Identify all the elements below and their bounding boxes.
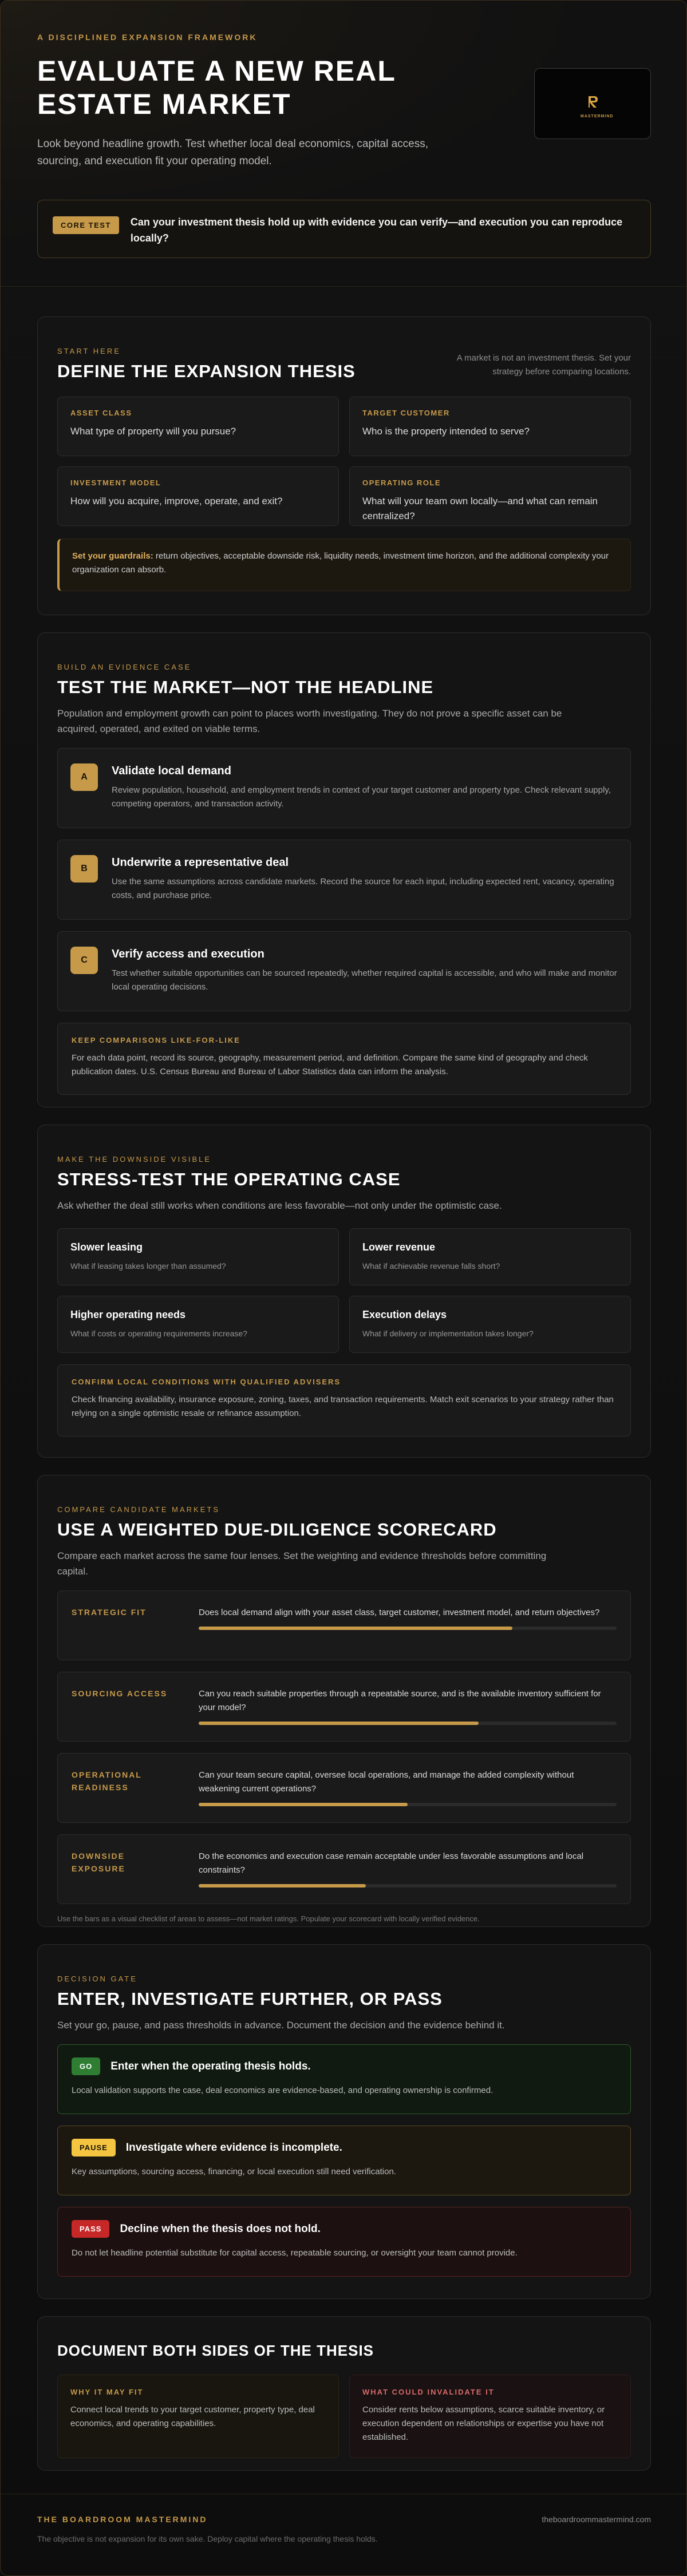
decision-eyebrow: DECISION GATE <box>57 1974 137 1983</box>
evidence-eyebrow: BUILD AN EVIDENCE CASE <box>57 663 192 671</box>
stress-card-title: Slower leasing <box>70 1241 143 1253</box>
comparison-note-text: For each data point, record its source, geography, measurement period, and definition. Compare the same kind of geography and check publication dates. U.S. Census Bureau and Bureau of Labor Statistics data can inform the analysis. <box>72 1053 588 1077</box>
stress-card-grid <box>57 1228 631 1353</box>
stress-card-desc: What if leasing takes longer than assumed? <box>70 1261 226 1271</box>
step-description: Review population, household, and employment trends in context of your target customer and property type. Check relevant supply, competing operators, and transaction activity. <box>112 785 611 809</box>
scorecard-footnote: Use the bars as a visual checklist of areas to assess—not market ratings. Populate your scorecard with locally verified evidence. <box>57 1914 480 1923</box>
scorecard-bar <box>199 1722 617 1725</box>
evidence-section <box>37 632 651 1107</box>
stress-card-title: Execution delays <box>362 1309 447 1320</box>
advisers-note-text: Check financing availability, insurance exposure, zoning, taxes, and transaction requirements. Match exit scenarios to your strategy rather than relying on a single optimistic resale or refinance assumption. <box>72 1395 614 1418</box>
stress-card-desc: What if delivery or implementation takes longer? <box>362 1329 534 1338</box>
scorecard-bar <box>199 1627 617 1630</box>
scorecard-bar-fill <box>199 1803 408 1806</box>
scorecard-section <box>37 1475 651 1927</box>
invalidate-text: Consider rents below assumptions, scarce suitable inventory, or execution dependent on relationships or expertise you have not established. <box>362 2405 605 2442</box>
guardrails-callout <box>57 539 631 591</box>
footer-url-link[interactable]: theboardroommastermind.com <box>542 2515 651 2524</box>
decision-desc: Local validation supports the case, deal economics are evidence-based, and operating ownership is confirmed. <box>72 2086 493 2095</box>
both-sides-grid <box>57 2375 631 2458</box>
scorecard-bar <box>199 1884 617 1888</box>
step-badge: B <box>70 855 98 883</box>
stress-intro: Ask whether the deal still works when conditions are less favorable—not only under the optimistic case. <box>57 1200 502 1211</box>
scorecard-row-question: Can your team secure capital, oversee local operations, and manage the added complexity without weakening current operations? <box>199 1770 574 1794</box>
advisers-note <box>57 1364 631 1437</box>
logo-mark-icon <box>585 94 601 110</box>
pause-pill: PAUSE <box>72 2139 116 2156</box>
step-title: Validate local demand <box>112 765 231 777</box>
stress-card <box>57 1228 339 1285</box>
evidence-title: TEST THE MARKET—NOT THE HEADLINE <box>57 677 434 697</box>
thesis-card-label: TARGET CUSTOMER <box>362 409 450 417</box>
step-description: Use the same assumptions across candidate markets. Record the source for each input, including expected rent, vacancy, operating costs, and purchase price. <box>112 877 614 900</box>
evidence-step <box>57 931 631 1011</box>
stress-card <box>57 1296 339 1353</box>
decision-title-text: Enter when the operating thesis holds. <box>110 2060 311 2072</box>
scorecard-row-question: Does local demand align with your asset class, target customer, investment model, and return objectives? <box>199 1608 600 1617</box>
thesis-title: DEFINE THE EXPANSION THESIS <box>57 361 356 381</box>
decision-intro: Set your go, pause, and pass thresholds in advance. Document the decision and the evidence behind it. <box>57 2020 505 2031</box>
why-it-fits-label: WHY IT MAY FIT <box>70 2388 144 2396</box>
guardrails-text: return objectives, acceptable downside risk, liquidity needs, investment time horizon, and the additional complexity your organization can absorb. <box>72 551 609 575</box>
thesis-card-question: What will your team own locally—and what can remain centralized? <box>362 496 598 521</box>
both-sides-section <box>37 2316 651 2471</box>
hero-lede: Look beyond headline growth. Test whether local deal economics, capital access, sourcing, and execution fit your operating model. <box>37 138 428 167</box>
stress-title: STRESS-TEST THE OPERATING CASE <box>57 1169 401 1189</box>
stress-card-desc: What if achievable revenue falls short? <box>362 1261 500 1271</box>
pass-pill: PASS <box>72 2220 109 2238</box>
decision-section <box>37 1944 651 2299</box>
stress-card-title: Lower revenue <box>362 1241 436 1253</box>
scorecard-row-question: Can you reach suitable properties through a repeatable source, and is the available inventory sufficient for your model? <box>199 1689 601 1712</box>
guardrails-label: Set your guardrails: <box>72 551 153 561</box>
core-test-box <box>37 200 651 258</box>
thesis-card <box>349 466 631 526</box>
decision-title: ENTER, INVESTIGATE FURTHER, OR PASS <box>57 1989 443 2009</box>
stress-section <box>37 1125 651 1458</box>
decision-desc: Key assumptions, sourcing access, financing, or local execution still need verification. <box>72 2167 396 2177</box>
stress-card-desc: What if costs or operating requirements increase? <box>70 1329 247 1338</box>
core-test-tag: CORE TEST <box>53 216 119 234</box>
decision-title-text: Investigate where evidence is incomplete. <box>125 2141 342 2154</box>
scorecard-row <box>57 1753 631 1823</box>
scorecard-intro: Compare each market across the same four lenses. Set the weighting and evidence thresholds before committing capital. <box>57 1550 547 1577</box>
thesis-eyebrow: START HERE <box>57 347 121 355</box>
decision-pass <box>57 2207 631 2277</box>
go-pill: GO <box>72 2057 100 2075</box>
thesis-card-label: OPERATING ROLE <box>362 478 441 487</box>
thesis-card-question: What type of property will you pursue? <box>70 426 236 437</box>
thesis-card-label: ASSET CLASS <box>70 409 132 417</box>
thesis-card-grid <box>57 397 631 526</box>
scorecard-bar <box>199 1803 617 1806</box>
thesis-side-note: A market is not an investment thesis. Set your strategy before comparing locations. <box>456 353 631 377</box>
scorecard-eyebrow: COMPARE CANDIDATE MARKETS <box>57 1505 220 1514</box>
stress-card <box>349 1228 631 1285</box>
evidence-intro: Population and employment growth can point to places worth investigating. They do not prove a specific asset can be acquired, operated, and exited on viable terms. <box>57 708 562 734</box>
core-test-text: Can your investment thesis hold up with evidence you can verify—and execution you can reproduce locally? <box>130 216 623 244</box>
comparison-note <box>57 1023 631 1095</box>
thesis-section <box>37 316 651 615</box>
scorecard-row-label: DOWNSIDE EXPOSURE <box>72 1851 125 1873</box>
step-title: Verify access and execution <box>112 948 264 960</box>
scorecard-title: USE A WEIGHTED DUE-DILIGENCE SCORECARD <box>57 1520 497 1540</box>
invalidate-card <box>349 2375 631 2458</box>
scorecard-row-question: Do the economics and execution case remain acceptable under less favorable assumptions and local constraints? <box>199 1851 584 1875</box>
footer-tagline: The objective is not expansion for its own sake. Deploy capital where the operating thesis holds. <box>37 2534 378 2543</box>
scorecard-row-label: SOURCING ACCESS <box>72 1689 168 1698</box>
thesis-card <box>349 397 631 456</box>
stress-eyebrow: MAKE THE DOWNSIDE VISIBLE <box>57 1155 212 1164</box>
why-it-fits-text: Connect local trends to your target customer, property type, deal economics, and operating capabilities. <box>70 2405 315 2428</box>
scorecard-row <box>57 1672 631 1742</box>
brand-logo <box>534 68 651 139</box>
scorecard-bar-fill <box>199 1627 512 1630</box>
evidence-step <box>57 840 631 920</box>
scorecard-row <box>57 1590 631 1660</box>
thesis-card-question: Who is the property intended to serve? <box>362 426 530 437</box>
comparison-note-label: KEEP COMPARISONS LIKE-FOR-LIKE <box>72 1036 240 1044</box>
footer-brand: THE BOARDROOM MASTERMIND <box>37 2515 208 2524</box>
scorecard-bar-fill <box>199 1884 366 1888</box>
logo-word: MASTERMIND <box>581 114 614 118</box>
decision-title-text: Decline when the thesis does not hold. <box>120 2222 321 2235</box>
decision-go <box>57 2044 631 2114</box>
step-description: Test whether suitable opportunities can be sourced repeatedly, whether required capital is accessible, and who will make and monitor local operating decisions. <box>112 968 617 992</box>
thesis-card-question: How will you acquire, improve, operate, and exit? <box>70 496 283 507</box>
evidence-step <box>57 748 631 828</box>
stress-card-title: Higher operating needs <box>70 1309 186 1320</box>
step-badge: C <box>70 947 98 974</box>
scorecard-bar-fill <box>199 1722 479 1725</box>
hero-eyebrow: A DISCIPLINED EXPANSION FRAMEWORK <box>37 33 258 42</box>
scorecard-row <box>57 1834 631 1904</box>
footer <box>1 2494 687 2576</box>
advisers-note-label: CONFIRM LOCAL CONDITIONS WITH QUALIFIED ADVISERS <box>72 1378 341 1386</box>
step-title: Underwrite a representative deal <box>112 856 289 869</box>
decision-pause <box>57 2126 631 2195</box>
step-badge: A <box>70 763 98 791</box>
thesis-card <box>57 397 339 456</box>
hero <box>1 1 687 287</box>
scorecard-row-label: OPERATIONAL READINESS <box>72 1770 142 1792</box>
thesis-card-label: INVESTMENT MODEL <box>70 478 161 487</box>
why-it-fits-card <box>57 2375 339 2458</box>
page-title: EVALUATE A NEW REAL ESTATE MARKET <box>37 55 396 120</box>
thesis-card <box>57 466 339 526</box>
invalidate-label: WHAT COULD INVALIDATE IT <box>362 2388 495 2396</box>
scorecard-row-label: STRATEGIC FIT <box>72 1608 147 1617</box>
decision-desc: Do not let headline potential substitute for capital access, repeatable sourcing, or oversight your team cannot provide. <box>72 2248 518 2258</box>
stress-card <box>349 1296 631 1353</box>
both-sides-title: DOCUMENT BOTH SIDES OF THE THESIS <box>57 2342 374 2359</box>
